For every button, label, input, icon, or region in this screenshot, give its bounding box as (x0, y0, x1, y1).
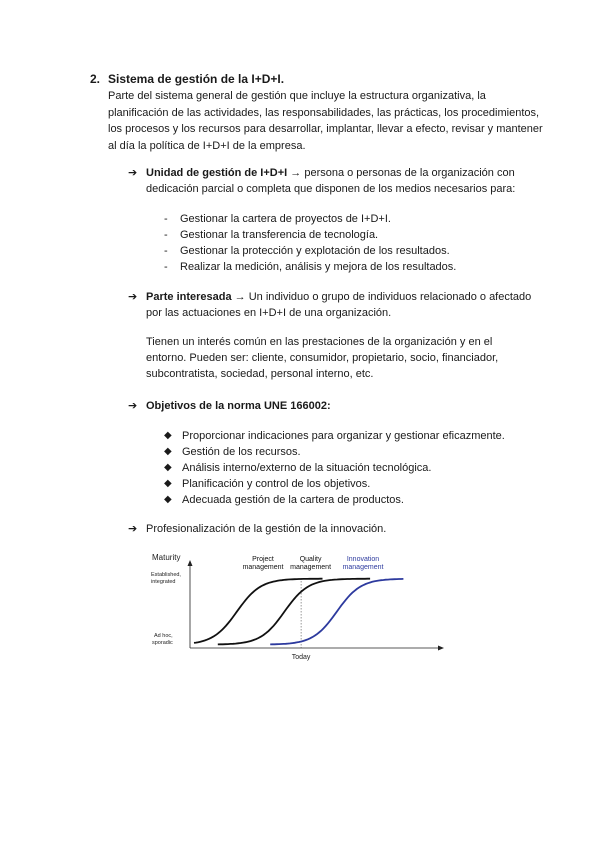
section-heading (90, 72, 284, 86)
objetivos-title: Objetivos de la norma UNE 166002: (146, 400, 331, 412)
x-axis-arrow-icon (438, 646, 444, 651)
series-line-project-management (194, 579, 323, 643)
objetivos-item (128, 398, 536, 414)
parte-item (128, 289, 536, 321)
section-number: 2. (90, 72, 101, 86)
series-line-quality-management (218, 579, 370, 645)
series-line-innovation-management (270, 579, 403, 645)
parte-definition: Un individuo o grupo de individuos relacionado o afectado por las actuaciones en I+D+I de una organización. (146, 291, 532, 319)
arrow-icon: ➔ (128, 400, 138, 412)
unidad-task-list (164, 211, 456, 275)
objetivos-list (162, 428, 505, 508)
series-layer (194, 556, 403, 644)
list-item: - Gestionar la transferencia de tecnología. (164, 227, 456, 243)
parte-connector: → (231, 291, 249, 303)
series-label-quality-management-1: management (290, 564, 332, 571)
y-axis-label: Maturity (152, 553, 181, 562)
list-item: ◆ Adecuada gestión de la cartera de productos. (162, 492, 505, 508)
section-title: Sistema de gestión de la I+D+I. (108, 72, 285, 86)
parte-term: Parte interesada (146, 291, 232, 303)
list-item: - Gestionar la cartera de proyectos de I+D+I. (164, 211, 456, 227)
arrow-icon: ➔ (128, 291, 138, 303)
series-label-project-management-1: management (242, 564, 284, 571)
section-intro: Parte del sistema general de gestión que incluye la estructura organizativa, la planificación de las actividades, las responsabilidades, las prácticas, los procedimientos, los procesos y los recursos para desarrollar, implantar, llevar a efecto, revisar y mantener al día la política de I+D+I de la empresa. (108, 90, 543, 152)
series-label-quality-management-0: Quality (299, 556, 322, 563)
profesionalizacion-item (128, 521, 536, 537)
list-item: - Realizar la medición, análisis y mejora de los resultados. (164, 259, 456, 275)
profesionalizacion-text: Profesionalización de la gestión de la innovación. (146, 523, 387, 535)
unidad-definition: persona o personas de la organización con dedicación parcial o completa que disponen de los medios necesarios para: (146, 167, 516, 195)
parte-extra: Tienen un interés común en las prestaciones de la organización y en el entorno. Pueden ser: cliente, consumidor, propietario, socio, financiador, subcontratista, sociedad, personal interno, etc. (146, 336, 499, 380)
list-item: ◆ Gestión de los recursos. (162, 444, 505, 460)
list-item: - Gestionar la protección y explotación de los resultados. (164, 243, 456, 259)
maturity-chart (148, 548, 448, 668)
series-label-innovation-management-1: management (342, 564, 384, 571)
arrow-icon: ➔ (128, 167, 138, 179)
unidad-item (128, 165, 536, 197)
series-label-project-management-0: Project (252, 556, 274, 563)
y-bottom-label-1: Ad hoc, (154, 633, 173, 639)
series-label-innovation-management-0: Innovation (346, 556, 380, 563)
list-item: ◆ Análisis interno/externo de la situación tecnológica. (162, 460, 505, 476)
y-top-label-2: integrated (151, 579, 176, 585)
list-item: ◆ Planificación y control de los objetivos. (162, 476, 505, 492)
unidad-term: Unidad de gestión de I+D+I (146, 167, 288, 179)
x-axis-label-today: Today (291, 654, 311, 661)
list-item: ◆ Proporcionar indicaciones para organizar y gestionar eficazmente. (162, 428, 505, 444)
y-bottom-label-2: sporadic (152, 640, 173, 646)
unidad-connector: → (287, 167, 305, 179)
y-top-label-1: Established, (151, 572, 181, 578)
y-axis-arrow-icon (188, 560, 193, 566)
arrow-icon: ➔ (128, 523, 138, 535)
maturity-chart-svg (148, 548, 448, 668)
